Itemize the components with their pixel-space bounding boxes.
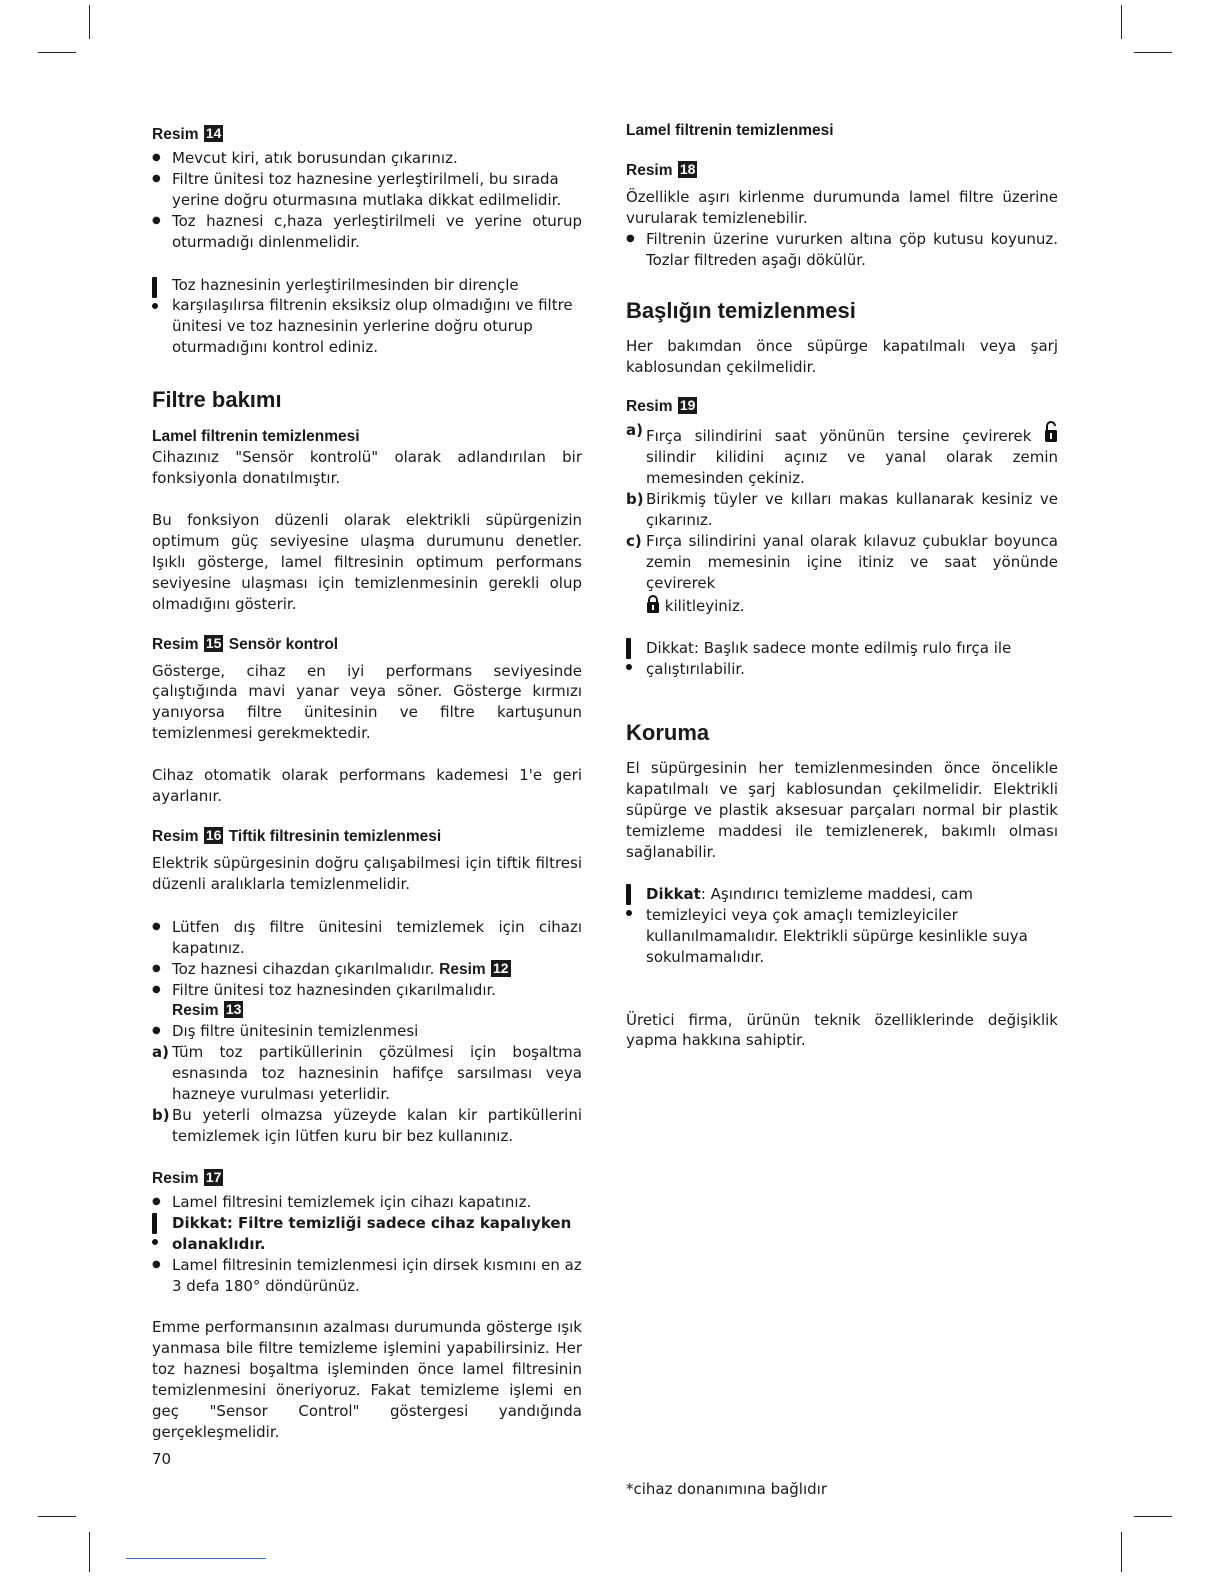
crop-mark — [1121, 5, 1122, 39]
paragraph: El süpürgesinin her temizlenmesinden önce öncelikle kapatılmalı ve şarj kablosundan çekilmelidir. Elektrikli süpürge ve plastik aksesuar parçaları normal bir plastik temizleme maddesi ile temizlenerek, bakımlı olması sağlanabilir. — [626, 759, 1058, 862]
warning-note: Toz haznesinin yerleştirilmesinden bir dirençle karşılaşılırsa filtrenin eksiksiz olup olmadığını ve filtre ünitesi ve toz haznesinin yerlerine doğru oturup oturmadığını kontrol ediniz. — [152, 275, 582, 359]
list-item: b) Birikmiş tüyler ve kılları makas kullanarak kesiniz ve çıkarınız. — [626, 490, 1058, 530]
exclamation-icon — [150, 277, 160, 317]
figure-ref-19: Resim 19 — [626, 397, 696, 416]
warning-note: Dikkat: Aşındırıcı temizleme maddesi, cam temizleyici veya çok amaçlı temizleyiciler kullanılmamalıdır. Elektrikli süpürge kesinlikle suya sokulmamalıdır. — [626, 884, 1058, 968]
crop-mark — [89, 1532, 90, 1572]
paragraph: Bu fonksiyon düzenli olarak elektrikli süpürgenizin optimum güç seviyesine ulaşma durumunu denetler. Işıklı gösterge, lamel filtresinin optimum performans seviyesine ulaşması için temizlenmesinin gerekli olup olmadığını gösterir. — [152, 510, 582, 613]
list-item: ● Filtre ünitesi toz haznesinden çıkarılmalıdır. Resim 13 — [152, 980, 582, 1022]
section-heading: Başlığın temizlenmesi — [626, 297, 856, 323]
page-number: 70 — [152, 1449, 172, 1468]
list-item: ● Lütfen dış filtre ünitesini temizlemek için cihazı kapatınız. — [152, 917, 582, 959]
paragraph: Üretici firma, ürünün teknik özelliklerinde değişiklik yapma hakkına sahiptir. — [626, 1010, 1058, 1050]
exclamation-icon — [624, 884, 634, 924]
list-item: ● Filtrenin üzerine vururken altına çöp kutusu koyunuz. Tozlar filtreden aşağı dökülür. — [626, 229, 1058, 271]
list-item: ● Toz haznesi c,haza yerleştirilmeli ve yerine oturup oturmadığı dinlenmelidir. — [152, 211, 582, 253]
subheading: Lamel filtrenin temizlenmesi — [626, 122, 834, 139]
figure-ref-16: Resim 16 Tiftik filtresinin temizlenmesi — [152, 826, 442, 845]
crop-mark — [1121, 1532, 1122, 1572]
list-item: ● Lamel filtresini temizlemek için cihazı kapatınız. — [152, 1192, 582, 1213]
left-column — [152, 120, 582, 1470]
list-item: a) Tüm toz partiküllerinin çözülmesi için boşaltma esnasında toz haznesinin hafifçe sarsılması veya hazneye vurulması yeterlidir. — [152, 1043, 582, 1104]
paragraph: Gösterge, cihaz en iyi performans seviyesinde çalıştığında mavi yanar veya söner. Gösterge kırmızı yanıyorsa filtre ünitesinin ve filtre kartuşunun temizlenmesi gerekmektedir. — [152, 661, 582, 743]
paragraph: Her bakımdan önce süpürge kapatılmalı veya şarj kablosundan çekilmelidir. — [626, 336, 1058, 376]
list-item: ● Mevcut kiri, atık borusundan çıkarınız. — [152, 148, 582, 169]
list-item: ● Dış filtre ünitesinin temizlenmesi — [152, 1021, 582, 1042]
footnote: *cihaz donanımına bağlıdır — [626, 1480, 827, 1499]
paragraph: Cihaz otomatik olarak performans kademesi 1'e geri ayarlanır. — [152, 766, 582, 806]
list-item: a) Fırça silindirini saat yönünün tersine çevirerek silindir kilidini açınız ve yanal olarak zemin memesinden çekiniz. — [626, 421, 1058, 488]
unlock-icon — [1044, 420, 1058, 444]
crop-mark — [38, 1516, 76, 1517]
list-item: b) Bu yeterli olmazsa yüzeyde kalan kir partiküllerini temizlemek için lütfen kuru bir bez kullanınız. — [152, 1106, 582, 1145]
paragraph: Emme performansının azalması durumunda gösterge ışık yanmasa bile filtre temizleme işlemini yapabilirsiniz. Her toz haznesi boşaltma işleminden önce lamel filtresinin temizlenmesini öneriyoruz. Fakat temizleme işlemi en geç "Sensor Control" göstergesi yandığında gerçekleşmelidir. — [152, 1318, 582, 1441]
right-column — [626, 120, 1058, 1500]
warning-note: Dikkat: Filtre temizliği sadece cihaz kapalıyken olanaklıdır. — [152, 1213, 582, 1255]
warning-note: Dikkat: Başlık sadece monte edilmiş rulo fırça ile çalıştırılabilir. — [626, 638, 1058, 680]
list-item: ● Toz haznesi cihazdan çıkarılmalıdır. Resim 12 — [152, 959, 582, 980]
paragraph: Cihazınız "Sensör kontrolü" olarak adlandırılan bir fonksiyonla donatılmıştır. — [152, 448, 582, 488]
crop-mark — [89, 5, 90, 39]
figure-ref-15: Resim 15 Sensör kontrol — [152, 634, 339, 653]
section-heading: Koruma — [626, 720, 710, 746]
crop-mark — [38, 52, 76, 53]
link-underline — [126, 1558, 266, 1559]
figure-ref-18: Resim 18 — [626, 161, 696, 179]
exclamation-icon — [624, 638, 634, 678]
list-item: c) Fırça silindirini yanal olarak kılavuz çubuklar boyunca zemin memesinin içine itiniz ve saat yönünde çevirerek kilitleyiniz. — [626, 531, 1058, 615]
crop-mark — [1134, 52, 1172, 53]
exclamation-icon — [150, 1213, 160, 1253]
list-item: ● Filtre ünitesi toz haznesine yerleştirilmeli, bu sırada yerine doğru oturmasına mutlaka dikkat edilmelidir. — [152, 169, 582, 211]
list-item: ● Lamel filtresinin temizlenmesi için dirsek kısmını en az 3 defa 180° döndürünüz. — [152, 1255, 582, 1297]
lock-icon — [646, 594, 660, 614]
paragraph: Özellikle aşırı kirlenme durumunda lamel filtre üzerine vurularak temizlenebilir. — [626, 188, 1058, 227]
figure-ref-17: Resim 17 — [152, 1168, 222, 1187]
crop-mark — [1134, 1516, 1172, 1517]
subheading: Lamel filtrenin temizlenmesi — [152, 428, 360, 446]
figure-ref-14: Resim 14 — [152, 125, 222, 143]
paragraph: Elektrik süpürgesinin doğru çalışabilmesi için tiftik filtresi düzenli aralıklarla temizlenmelidir. — [152, 853, 582, 893]
section-heading: Filtre bakımı — [152, 387, 282, 413]
